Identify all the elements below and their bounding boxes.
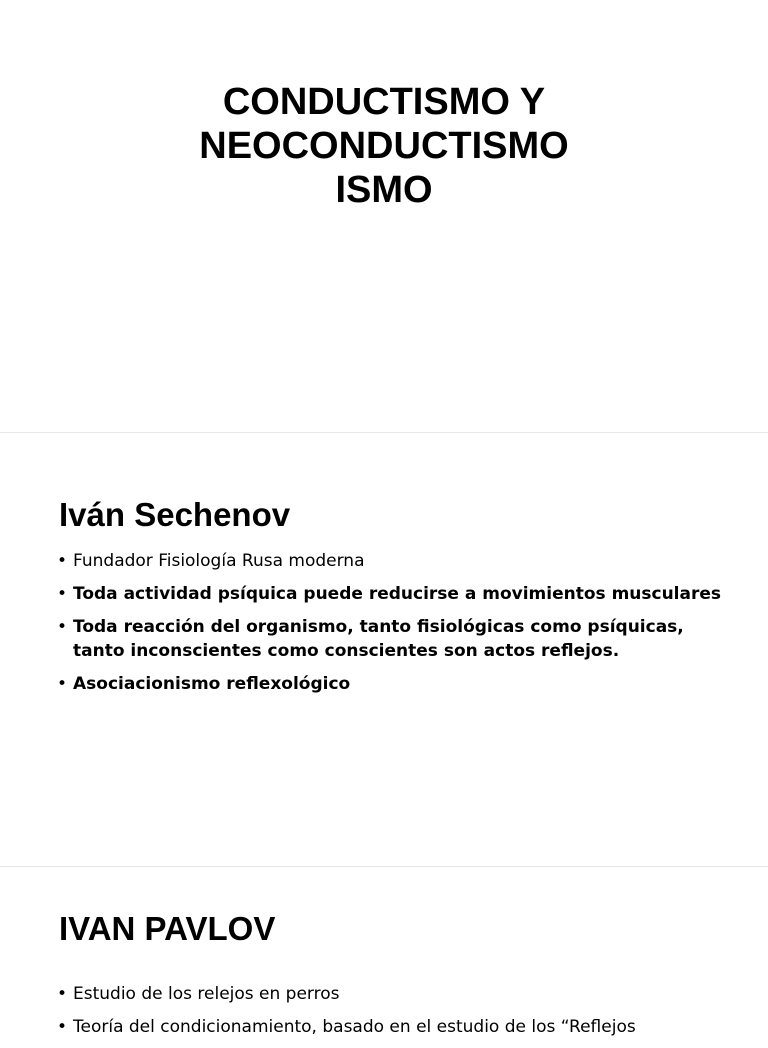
sechenov-slide: [0, 434, 768, 864]
list-item: [57, 1015, 737, 1039]
bullet-list: [57, 982, 737, 1048]
title-line: NEOCONDUCTISMO: [199, 125, 569, 167]
bullet-text: Teoría del condicionamiento, basado en el estudio de los “Reflejos: [73, 1017, 636, 1037]
title-slide: [0, 0, 768, 430]
bullet-text: Toda reacción del organismo, tanto fisiológicas como psíquicas, tanto inconscientes como conscientes son actos reflejos.: [73, 617, 684, 661]
presentation-title: [0, 80, 768, 212]
title-line: ISMO: [335, 169, 433, 211]
slide-divider: [0, 866, 768, 867]
bullet-icon: •: [57, 584, 68, 604]
bullet-icon: •: [57, 674, 68, 694]
pavlov-slide: [0, 868, 768, 1037]
bullet-text: Estudio de los relejos en perros: [73, 984, 340, 1004]
bullet-icon: •: [57, 551, 68, 571]
list-item: [57, 615, 737, 663]
list-item: [57, 582, 737, 606]
bullet-list: [57, 549, 737, 705]
bullet-icon: •: [57, 984, 68, 1004]
bullet-text: Toda actividad psíquica puede reducirse a movimientos musculares: [73, 584, 722, 604]
slide-heading: IVAN PAVLOV: [59, 910, 276, 947]
slide-divider: [0, 432, 768, 433]
list-item: [57, 549, 737, 573]
bullet-text: Asociacionismo reflexológico: [73, 674, 351, 694]
bullet-icon: •: [57, 1017, 68, 1037]
slide-heading: Iván Sechenov: [59, 496, 291, 533]
list-item: [57, 982, 737, 1006]
title-line: CONDUCTISMO Y: [222, 81, 546, 123]
list-item: [57, 672, 737, 696]
bullet-icon: •: [57, 617, 68, 637]
bullet-text: Fundador Fisiología Rusa moderna: [73, 551, 365, 571]
